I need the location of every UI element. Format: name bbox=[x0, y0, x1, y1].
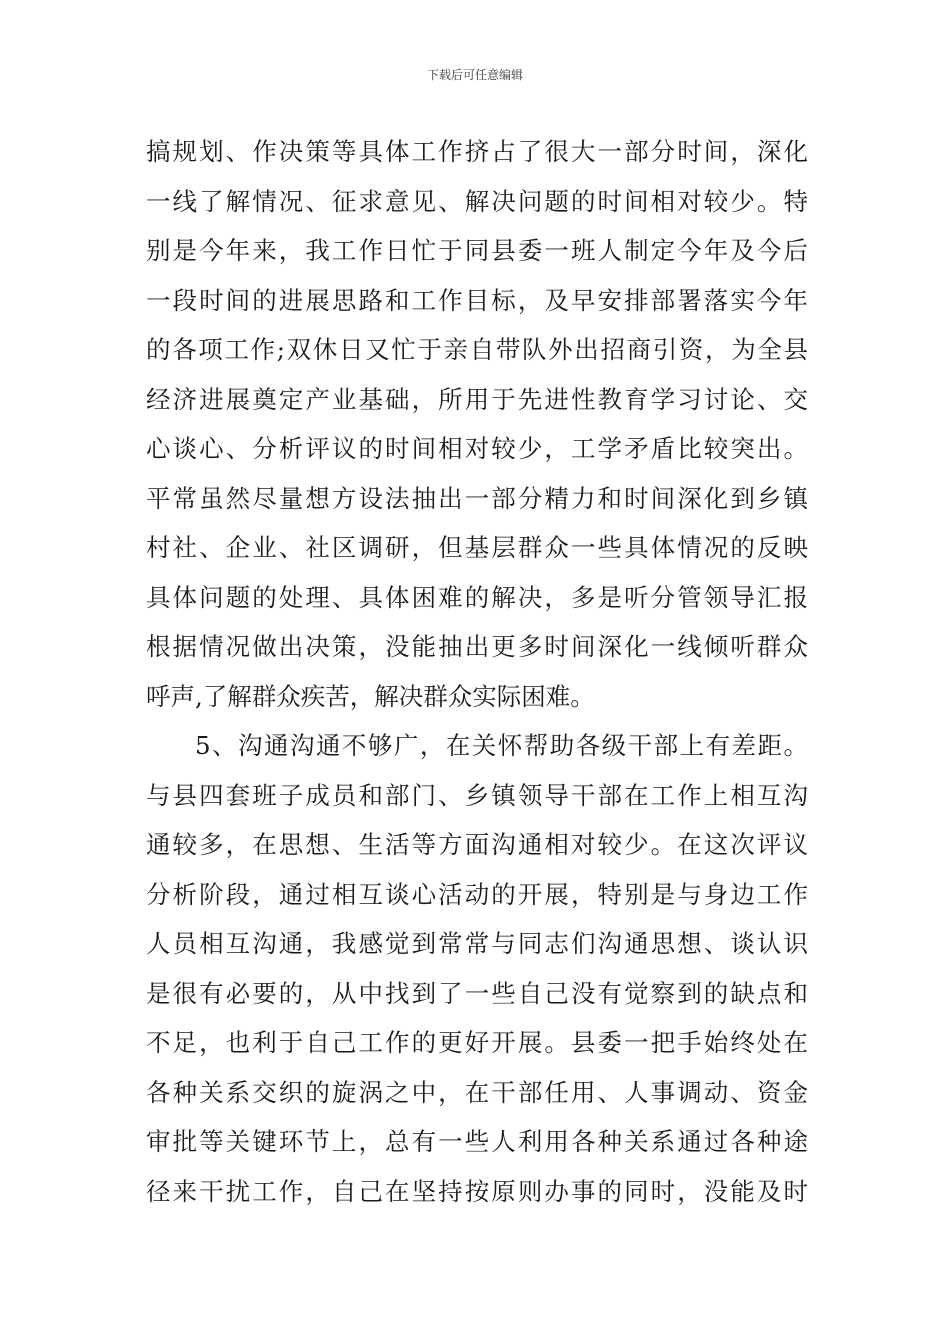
text-line: 是很有必要的，从中找到了一些自己没有觉察到的缺点和 bbox=[146, 978, 808, 1008]
page-header: 下载后可任意编辑 bbox=[426, 68, 523, 82]
text-line: 呼声,了解群众疾苦，解决群众实际困难。 bbox=[146, 681, 595, 711]
text-line: 一线了解情况、征求意见、解决问题的时间相对较少。特 bbox=[146, 186, 808, 216]
paragraph-first-line: 5、沟通沟通不够广，在关怀帮助各级干部上有差距。 bbox=[195, 731, 808, 760]
text-line: 径来干扰工作，自己在坚持按原则办事的同时，没能及时 bbox=[146, 1176, 808, 1206]
text-line: 平常虽然尽量想方设法抽出一部分精力和时间深化到乡镇 bbox=[146, 483, 808, 513]
text-line: 不足，也利于自己工作的更好开展。县委一把手始终处在 bbox=[146, 1028, 808, 1057]
document-body bbox=[146, 127, 808, 1216]
text-line: 与县四套班子成员和部门、乡镇领导干部在工作上相互沟 bbox=[146, 780, 808, 810]
text-line: 搞规划、作决策等具体工作挤占了很大一部分时间，深化 bbox=[146, 137, 808, 166]
text-line: 人员相互沟通，我感觉到常常与同志们沟通思想、谈认识 bbox=[146, 929, 808, 958]
text-line: 根据情况做出决策，没能抽出更多时间深化一线倾听群众 bbox=[146, 632, 808, 661]
text-line: 审批等关键环节上，总有一些人利用各种关系通过各种途 bbox=[146, 1127, 808, 1156]
text-line: 一段时间的进展思路和工作目标，及早安排部署落实今年 bbox=[146, 285, 808, 315]
text-line: 各种关系交织的旋涡之中，在干部任用、人事调动、资金 bbox=[146, 1077, 808, 1107]
text-line: 村社、企业、社区调研，但基层群众一些具体情况的反映 bbox=[146, 533, 808, 562]
text-line: 的各项工作;双休日又忙于亲自带队外出招商引资，为全县 bbox=[146, 335, 808, 364]
text-line: 别是今年来，我工作日忙于同县委一班人制定今年及今后 bbox=[146, 236, 808, 265]
text-line: 通较多，在思想、生活等方面沟通相对较少。在这次评议 bbox=[146, 830, 808, 859]
text-line: 心谈心、分析评议的时间相对较少，工学矛盾比较突出。 bbox=[146, 434, 808, 463]
text-line: 具体问题的处理、具体困难的解决，多是听分管领导汇报 bbox=[146, 582, 808, 612]
text-line: 分析阶段，通过相互谈心活动的开展，特别是与身边工作 bbox=[146, 879, 808, 909]
text-line: 经济进展奠定产业基础，所用于先进性教育学习讨论、交 bbox=[146, 384, 808, 414]
